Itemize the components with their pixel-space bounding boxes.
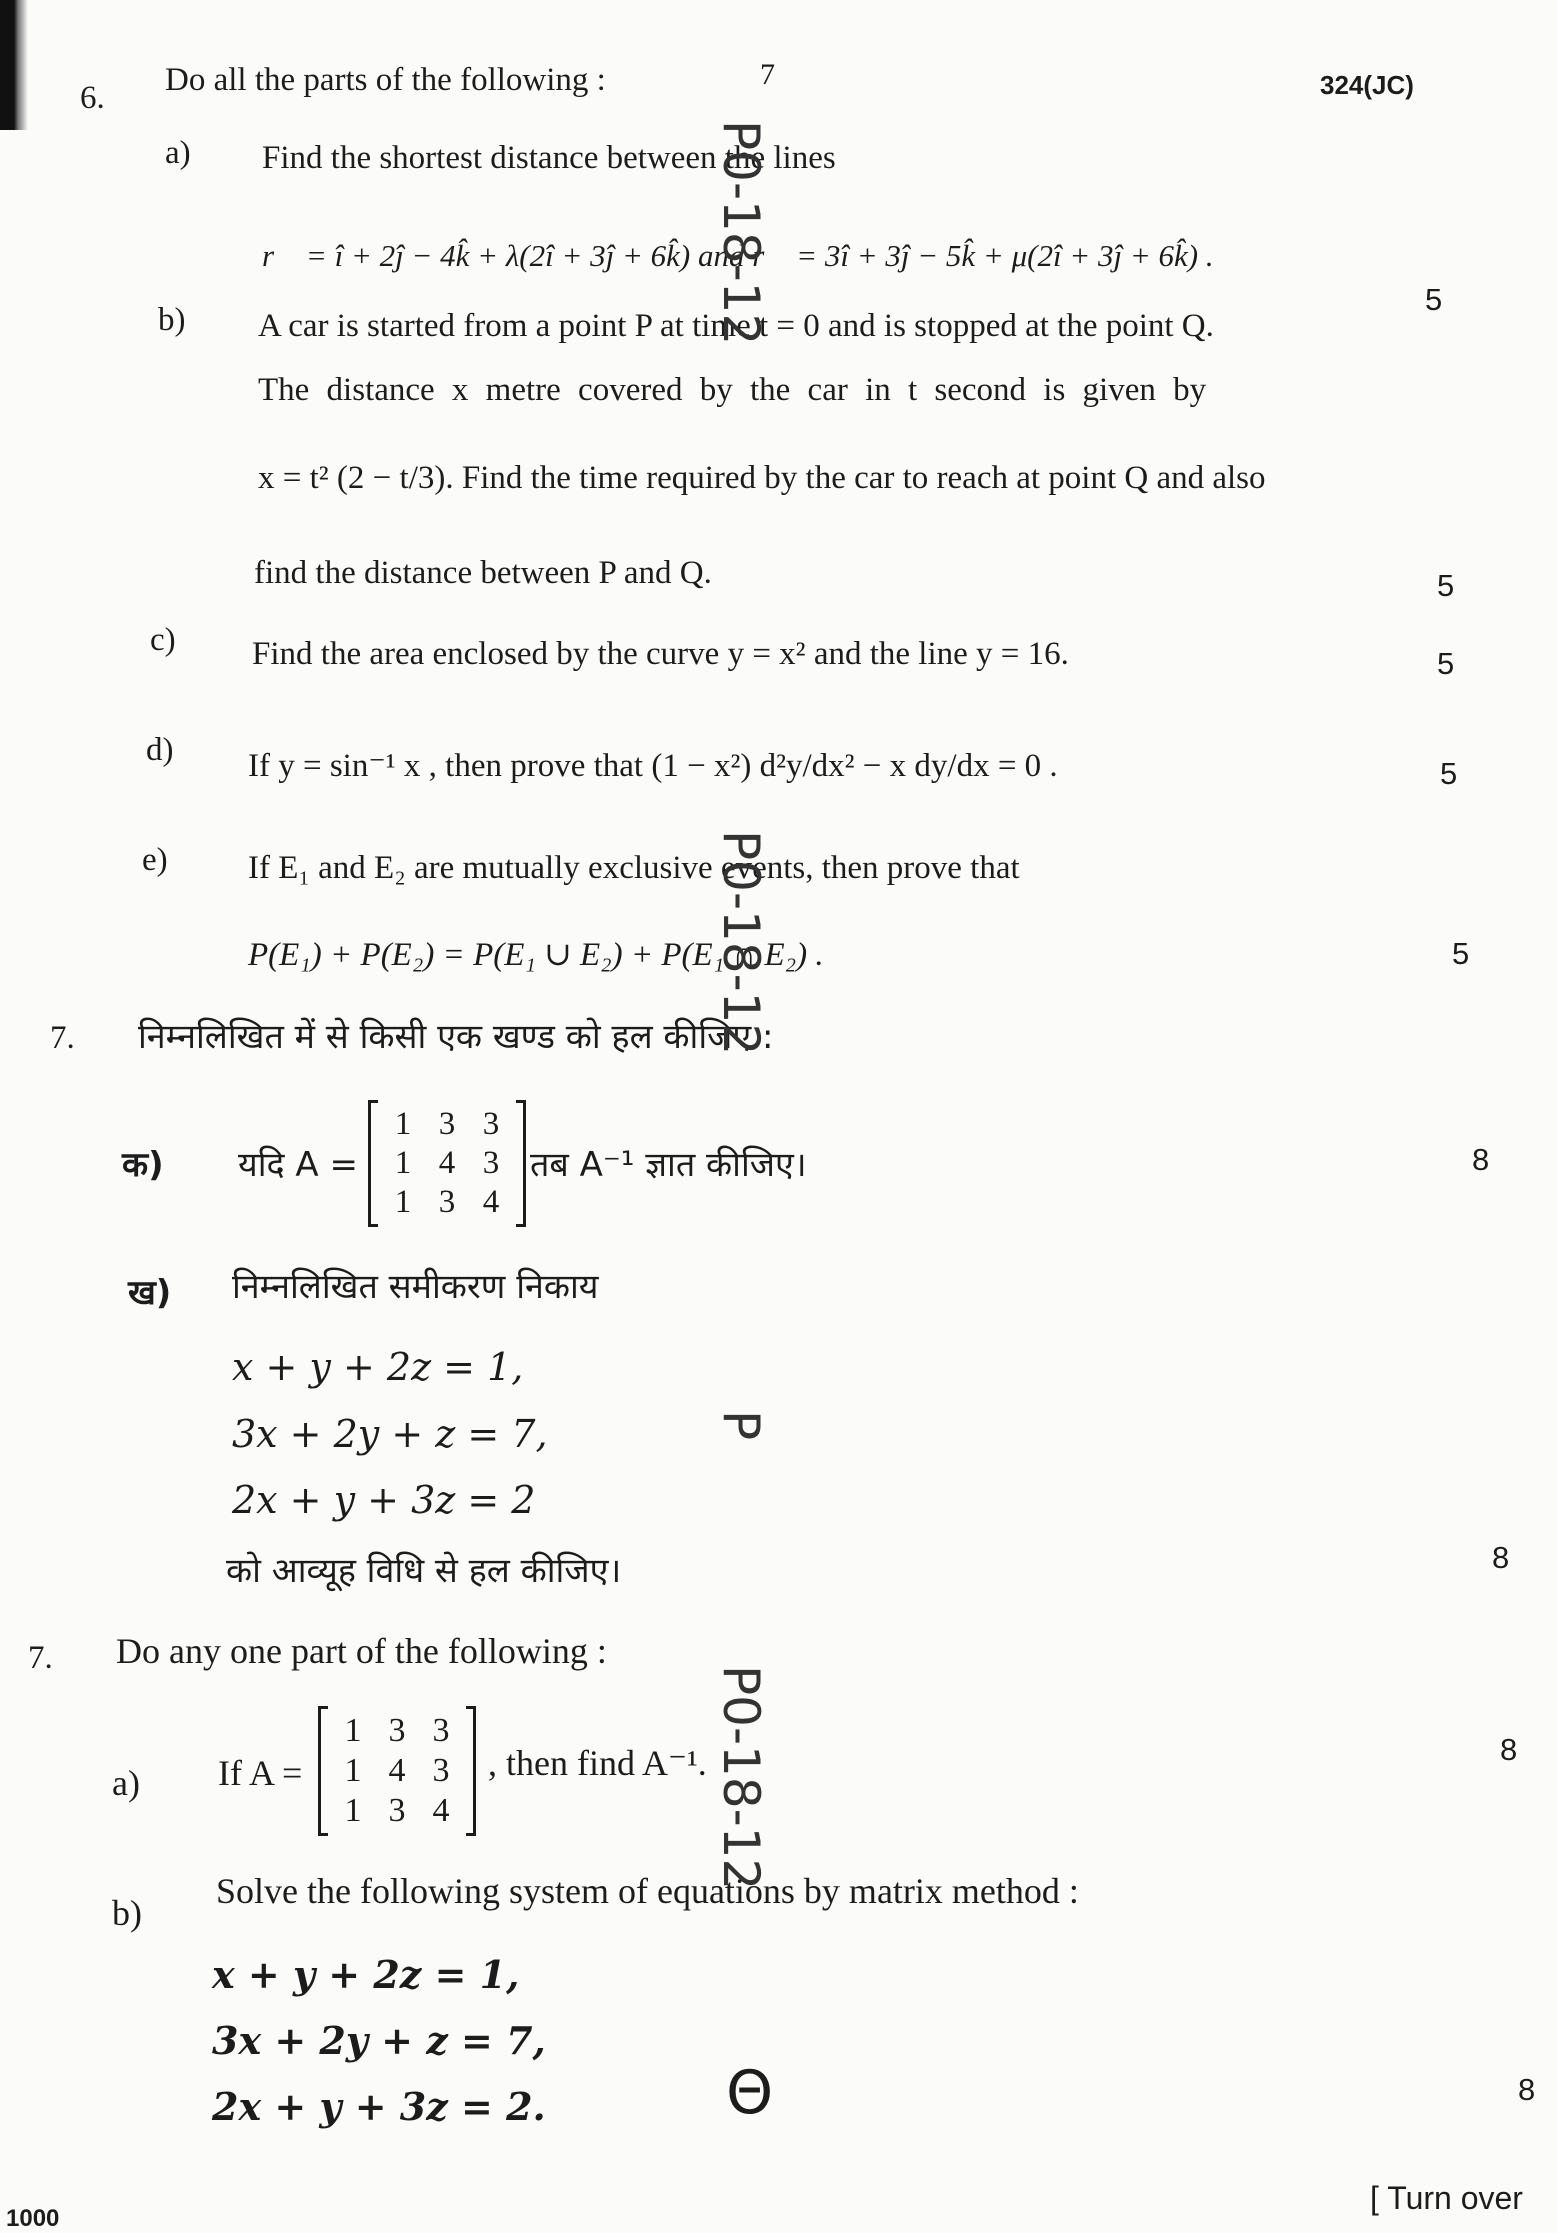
q6b-line2: The distance x metre covered by the car in t second is given by	[258, 372, 1207, 408]
q7-hindi-kha-intro: निम्नलिखित समीकरण निकाय	[232, 1267, 599, 1307]
q6d-label: d)	[146, 732, 174, 768]
q7-hindi-ka-label: क)	[122, 1145, 164, 1185]
matrix-entry: 3	[432, 1712, 450, 1749]
matrix-entry: 1	[394, 1145, 412, 1181]
q7-hindi-ka-suffix: तब A⁻¹ ज्ञात कीजिए।	[530, 1145, 807, 1185]
matrix-a-hindi	[368, 1102, 526, 1225]
stamp-p0-18-12-middle: P0-18-12	[712, 830, 770, 1056]
q7-hindi-kha-marks: 8	[1492, 1540, 1510, 1575]
q7-number: 7.	[28, 1640, 53, 1676]
matrix-entry: 3	[388, 1712, 406, 1749]
q7b-eq3: 2x + y + 3z = 2.	[212, 2084, 546, 2129]
q7a-suffix: , then find A⁻¹.	[488, 1743, 707, 1783]
matrix-entry: 3	[388, 1792, 406, 1829]
q6d-marks: 5	[1440, 756, 1458, 791]
matrix-entry: 4	[432, 1792, 450, 1829]
q7b-eq1: x + y + 2z = 1,	[212, 1952, 520, 1997]
page-number: 7	[760, 58, 775, 91]
matrix-entry: 1	[344, 1752, 362, 1789]
q7a-prefix: If A =	[218, 1753, 303, 1793]
q6e-label: e)	[142, 842, 168, 878]
q7b-marks: 8	[1518, 2072, 1536, 2107]
q6e-expression: P(E₁) + P(E₂) = P(E₁ ∪ E₂) + P(E₁ ∩ E₂) .	[248, 937, 824, 973]
q6b-marks: 5	[1437, 568, 1455, 603]
q6c-label: c)	[150, 622, 176, 658]
matrix-entry: 3	[482, 1106, 500, 1142]
stamp-theta: Θ	[726, 2058, 774, 2128]
matrix-entry: 4	[482, 1184, 500, 1220]
q6b-line1: A car is started from a point P at time t = 0 and is stopped at the point Q.	[258, 308, 1214, 344]
q7-intro: Do any one part of the following :	[116, 1631, 607, 1671]
footer-left: 1000	[6, 2205, 60, 2232]
q7-hindi-kha-label: ख)	[128, 1273, 172, 1313]
q6-number: 6.	[80, 80, 105, 116]
q7a-marks: 8	[1500, 1732, 1518, 1767]
q7-hindi-intro: निम्नलिखित में से किसी एक खण्ड को हल कीजिए :	[138, 1017, 774, 1057]
q7-hindi-eq3: 2x + y + 3z = 2	[232, 1478, 536, 1522]
scan-edge	[0, 0, 28, 130]
matrix-entry: 3	[438, 1106, 456, 1142]
q6b-label: b)	[158, 302, 186, 338]
matrix-entry: 1	[344, 1712, 362, 1749]
q7b-label: b)	[112, 1893, 142, 1933]
q7-hindi-ka-marks: 8	[1472, 1142, 1490, 1177]
q6e-text: If E₁ and E₂ are mutually exclusive events, then prove that	[248, 850, 1020, 886]
stamp-p: P	[712, 1410, 770, 1441]
matrix-entry: 1	[394, 1184, 412, 1220]
matrix-entry: 4	[438, 1145, 456, 1181]
q7-hindi-eq2: 3x + 2y + z = 7,	[232, 1412, 548, 1456]
q7b-intro: Solve the following system of equations by matrix method :	[216, 1871, 1079, 1911]
q6a-expression: r⃗ = î + 2ĵ − 4k̂ + λ(2î + 3ĵ + 6k̂) and r⃗ = 3î + 3ĵ − 5k̂ + μ(2î + 3ĵ + 6k̂) .	[262, 238, 1214, 273]
q7-hindi-kha-outro: को आव्यूह विधि से हल कीजिए।	[226, 1551, 622, 1591]
q6a-marks: 5	[1425, 282, 1443, 317]
matrix-entry: 1	[344, 1792, 362, 1829]
q6c-text: Find the area enclosed by the curve y = x² and the line y = 16.	[252, 636, 1069, 672]
matrix-entry: 3	[438, 1184, 456, 1220]
stamp-p0-18-12-lower: P0-18-12	[712, 1665, 770, 1891]
q7-hindi-eq1: x + y + 2z = 1,	[232, 1345, 524, 1389]
q6a-label: a)	[165, 135, 191, 171]
q6d-text: If y = sin⁻¹ x , then prove that (1 − x²) d²y/dx² − x dy/dx = 0 .	[248, 748, 1058, 784]
q6-intro: Do all the parts of the following :	[165, 62, 606, 98]
paper-code: 324(JC)	[1320, 70, 1414, 100]
q7b-eq2: 3x + 2y + z = 7,	[212, 2018, 546, 2063]
q7-hindi-ka-prefix: यदि A =	[238, 1145, 358, 1185]
q6b-line4: find the distance between P and Q.	[254, 555, 712, 591]
matrix-a-english	[318, 1708, 476, 1834]
q6c-marks: 5	[1437, 646, 1455, 681]
matrix-entry: 4	[388, 1752, 406, 1789]
stamp-p0-18-12-top: P0-18-12	[712, 120, 770, 346]
q7-hindi-number: 7.	[50, 1020, 75, 1056]
q7a-label: a)	[112, 1763, 140, 1803]
matrix-entry: 1	[394, 1106, 412, 1142]
turn-over: [ Turn over	[1370, 2180, 1523, 2216]
q6e-marks: 5	[1452, 936, 1470, 971]
q6a-text: Find the shortest distance between the lines	[262, 140, 836, 176]
matrix-entry: 3	[482, 1145, 500, 1181]
q6b-line3: x = t² (2 − t/3). Find the time required by the car to reach at point Q and also	[258, 460, 1266, 496]
matrix-entry: 3	[432, 1752, 450, 1789]
